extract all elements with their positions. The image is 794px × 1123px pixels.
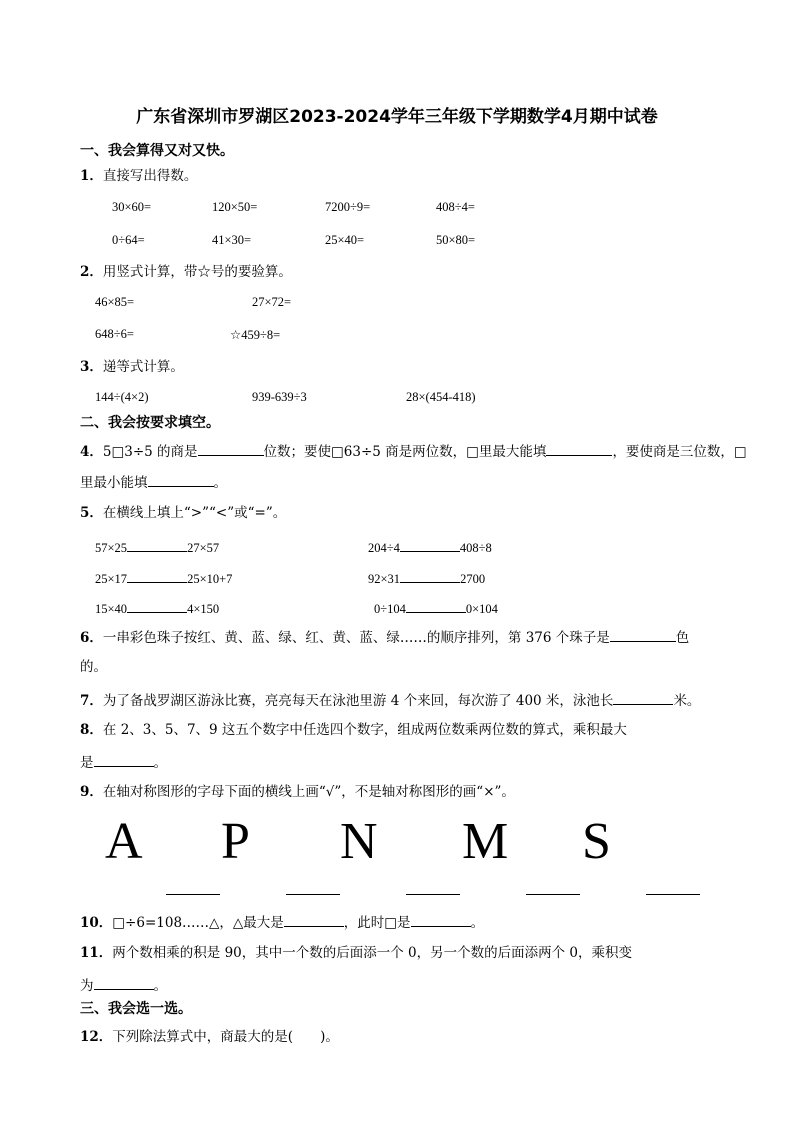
question-4 xyxy=(80,441,747,461)
question-text: 米。 xyxy=(673,693,701,709)
question-number: 3． xyxy=(80,359,103,375)
question-text: 在横线上填上“>”“<”或“=”。 xyxy=(102,505,287,521)
question-3 xyxy=(80,358,184,376)
question-number: 6． xyxy=(80,630,103,646)
answer-blank[interactable] xyxy=(127,537,187,552)
page-title: 广东省深圳市罗湖区2023-2024学年三年级下学期数学4月期中试卷 xyxy=(136,107,658,127)
question-number: 2． xyxy=(80,264,103,280)
answer-blank[interactable] xyxy=(546,441,612,456)
question-text: 两个数相乘的积是 90，其中一个数的后面添一个 0，另一个数的后面添两个 0，乘积变 xyxy=(112,945,633,961)
question-text: ，要使商是三位数，□ xyxy=(612,444,747,460)
comparison-item xyxy=(95,598,219,617)
question-number: 7． xyxy=(80,693,103,709)
comparison-item xyxy=(374,598,498,617)
question-text: 5□3÷5 的商是 xyxy=(102,444,198,460)
question-6 xyxy=(80,627,689,647)
question-text: 用竖式计算，带☆号的要验算。 xyxy=(102,264,292,280)
question-text: 是 xyxy=(80,755,94,771)
question-text: 在 2、3、5、7、9 这五个数字中任选四个数字，组成两位数乘两位数的算式，乘积最大 xyxy=(102,722,627,738)
expression-left: 204÷4 xyxy=(368,541,400,555)
comparison-item xyxy=(368,568,485,587)
expression: 28×(454-418) xyxy=(406,390,476,404)
question-9 xyxy=(80,783,515,801)
question-text: 。 xyxy=(153,978,167,994)
question-number: 11． xyxy=(80,945,113,961)
question-6-continued: 的。 xyxy=(80,659,107,675)
question-text: 。 xyxy=(153,755,167,771)
answer-blank[interactable] xyxy=(127,598,187,613)
section-heading-2: 二、我会按要求填空。 xyxy=(80,415,220,431)
answer-line-n[interactable] xyxy=(406,894,460,895)
expression-right: 0×104 xyxy=(465,602,498,616)
question-text: 下列除法算式中，商最大的是( )。 xyxy=(112,1029,339,1045)
question-text: 。 xyxy=(213,475,227,491)
answer-blank[interactable] xyxy=(127,568,187,583)
answer-line-m[interactable] xyxy=(526,894,580,895)
letter-n: N xyxy=(340,813,378,870)
question-number: 12． xyxy=(80,1029,113,1045)
question-text: 。 xyxy=(470,915,485,931)
expression-right: 27×57 xyxy=(187,541,220,555)
section-heading-3: 三、我会选一选。 xyxy=(80,1001,192,1017)
expression-right: 408÷8 xyxy=(459,541,492,555)
expression: 46×85= xyxy=(95,295,135,309)
expression-left: 92×31 xyxy=(368,572,401,586)
answer-blank[interactable] xyxy=(610,627,676,642)
answer-blank[interactable] xyxy=(94,975,154,990)
expression: 41×30= xyxy=(212,233,252,247)
expression: ☆459÷8= xyxy=(230,328,281,342)
question-8-continued xyxy=(80,752,167,772)
letter-p: P xyxy=(221,813,250,870)
question-11 xyxy=(80,944,632,962)
expression: 939-639÷3 xyxy=(252,390,307,404)
answer-line-s[interactable] xyxy=(646,894,700,895)
question-number: 4． xyxy=(80,444,103,460)
answer-blank[interactable] xyxy=(406,598,466,613)
question-text: 位数；要使□63÷5 商是两位数，□里最大能填 xyxy=(263,444,547,460)
answer-blank[interactable] xyxy=(613,690,673,705)
expression-left: 57×25 xyxy=(95,541,128,555)
expression-right: 2700 xyxy=(460,572,486,586)
answer-blank[interactable] xyxy=(94,752,154,767)
answer-line-p[interactable] xyxy=(286,894,340,895)
answer-blank[interactable] xyxy=(148,472,214,487)
question-11-continued xyxy=(80,975,167,995)
question-number: 9． xyxy=(80,784,103,800)
comparison-item xyxy=(368,537,492,556)
question-1 xyxy=(80,167,197,185)
comparison-item xyxy=(95,568,232,587)
letter-a: A xyxy=(105,813,143,870)
expression: 0÷64= xyxy=(112,233,145,247)
expression: 30×60= xyxy=(112,200,152,214)
answer-blank[interactable] xyxy=(411,912,471,927)
question-4-continued xyxy=(80,472,227,492)
expression-left: 0÷104 xyxy=(374,602,406,616)
expression: 7200÷9= xyxy=(325,200,371,214)
answer-blank[interactable] xyxy=(400,568,460,583)
expression-left: 25×17 xyxy=(95,572,128,586)
answer-blank[interactable] xyxy=(284,912,344,927)
question-number: 10． xyxy=(80,915,113,931)
question-text: 为 xyxy=(80,978,94,994)
expression-right: 25×10+7 xyxy=(187,572,233,586)
expression: 120×50= xyxy=(212,200,258,214)
question-12 xyxy=(80,1028,339,1046)
letter-m: M xyxy=(462,813,509,870)
section-heading-1: 一、我会算得又对又快。 xyxy=(80,143,234,159)
comparison-item xyxy=(95,537,219,556)
question-5 xyxy=(80,504,286,522)
answer-blank[interactable] xyxy=(198,441,264,456)
answer-blank[interactable] xyxy=(400,537,460,552)
question-text: 为了备战罗湖区游泳比赛，亮亮每天在泳池里游 4 个来回，每次游了 400 米，泳池长 xyxy=(102,693,614,709)
question-7 xyxy=(80,690,700,710)
expression: 27×72= xyxy=(252,295,292,309)
question-8 xyxy=(80,721,627,739)
answer-line-a[interactable] xyxy=(166,894,220,895)
expression-left: 15×40 xyxy=(95,602,128,616)
question-text: ，此时□是 xyxy=(343,915,411,931)
question-text: 递等式计算。 xyxy=(102,359,184,375)
question-text: 色 xyxy=(675,630,690,646)
question-text: 一串彩色珠子按红、黄、蓝、绿、红、黄、蓝、绿……的顺序排列，第 376 个珠子是 xyxy=(102,630,610,646)
question-text: □÷6=108……△，△最大是 xyxy=(112,915,284,931)
expression: 408÷4= xyxy=(436,200,475,214)
question-number: 1． xyxy=(80,168,103,184)
expression: 50×80= xyxy=(436,233,476,247)
question-text: 直接写出得数。 xyxy=(102,168,198,184)
expression: 25×40= xyxy=(325,233,365,247)
expression-right: 4×150 xyxy=(187,602,220,616)
question-number: 8． xyxy=(80,722,103,738)
expression: 144÷(4×2) xyxy=(95,390,149,404)
question-2 xyxy=(80,263,292,281)
question-text: 在轴对称图形的字母下面的横线上画“√”，不是轴对称图形的画“×”。 xyxy=(102,784,515,800)
expression: 648÷6= xyxy=(95,327,134,341)
question-text: 里最小能填 xyxy=(80,475,148,491)
question-10 xyxy=(80,912,484,932)
question-number: 5． xyxy=(80,505,103,521)
letter-s: S xyxy=(582,813,611,870)
